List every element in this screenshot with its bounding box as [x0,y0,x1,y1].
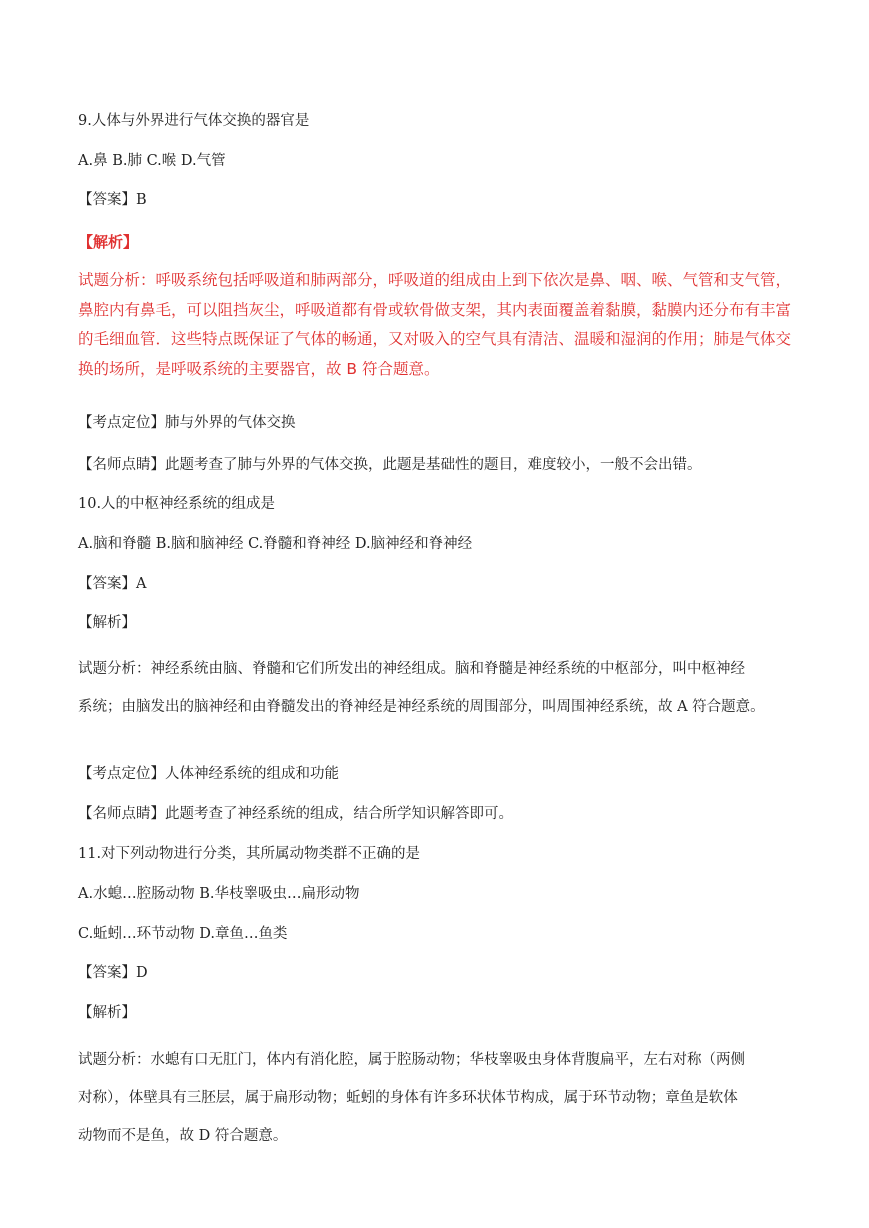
q10-analysis [78,650,765,726]
q11-question: 11.对下列动物进行分类，其所属动物类群不正确的是 [78,846,421,862]
q9-mingshi: 【名师点睛】此题考查了肺与外界的气体交换，此题是基础性的题目，难度较小，一般不会出错。 [78,457,702,473]
q10-analysis-heading: 【解析】 [78,615,136,631]
q9-question: 9.人体与外界进行气体交换的器官是 [78,113,310,129]
q10-answer: 【答案】A [78,576,147,592]
q10-kaodian: 【考点定位】人体神经系统的组成和功能 [78,766,339,782]
q10-options: A.脑和脊髓 B.脑和脑神经 C.脊髓和脊神经 D.脑神经和脊神经 [78,536,473,552]
q9-options: A.鼻 B.肺 C.喉 D.气管 [78,153,226,169]
analysis-line: 试题分析：呼吸系统包括呼吸道和肺两部分，呼吸道的组成由上到下依次是鼻、咽、喉、气管和支气管， [78,271,792,289]
analysis-line: 试题分析：神经系统由脑、脊髓和它们所发出的神经组成。脑和脊髓是神经系统的中枢部分，叫中枢神经 [78,661,745,677]
analysis-line: 试题分析：水螅有口无肛门，体内有消化腔，属于腔肠动物；华枝睾吸虫身体背腹扁平，左右对称（两侧 [78,1052,745,1068]
analysis-line: 系统；由脑发出的脑神经和由脊髓发出的脊神经是神经系统的周围部分，叫周围神经系统，故 A 符合题意。 [78,699,765,715]
q11-analysis [78,1041,745,1155]
analysis-line: 换的场所，是呼吸系统的主要器官，故 B 符合题意。 [78,359,440,378]
q9-analysis-heading: 【解析】 [78,233,139,251]
q11-options-line1: A.水螅…腔肠动物 B.华枝睾吸虫…扁形动物 [78,886,360,902]
q9-answer: 【答案】B [78,192,147,208]
q11-analysis-heading: 【解析】 [78,1005,136,1021]
analysis-line: 对称），体壁具有三胚层，属于扁形动物；蚯蚓的身体有许多环状体节构成，属于环节动物；章鱼是软体 [78,1090,738,1106]
q9-kaodian: 【考点定位】肺与外界的气体交换 [78,415,296,431]
q11-options-line2: C.蚯蚓…环节动物 D.章鱼…鱼类 [78,926,288,942]
analysis-line: 动物而不是鱼，故 D 符合题意。 [78,1128,288,1144]
q10-question: 10.人的中枢神经系统的组成是 [78,496,276,512]
q11-answer: 【答案】D [78,965,148,981]
analysis-line: 的毛细血管．这些特点既保证了气体的畅通，又对吸入的空气具有清洁、温暖和湿润的作用；肺是气体交 [78,330,792,348]
analysis-line: 鼻腔内有鼻毛，可以阻挡灰尘，呼吸道都有骨或软骨做支架，其内表面覆盖着黏膜，黏膜内还分布有丰富 [78,300,792,319]
q10-mingshi: 【名师点睛】此题考查了神经系统的组成，结合所学知识解答即可。 [78,806,513,822]
q9-analysis [78,266,791,384]
